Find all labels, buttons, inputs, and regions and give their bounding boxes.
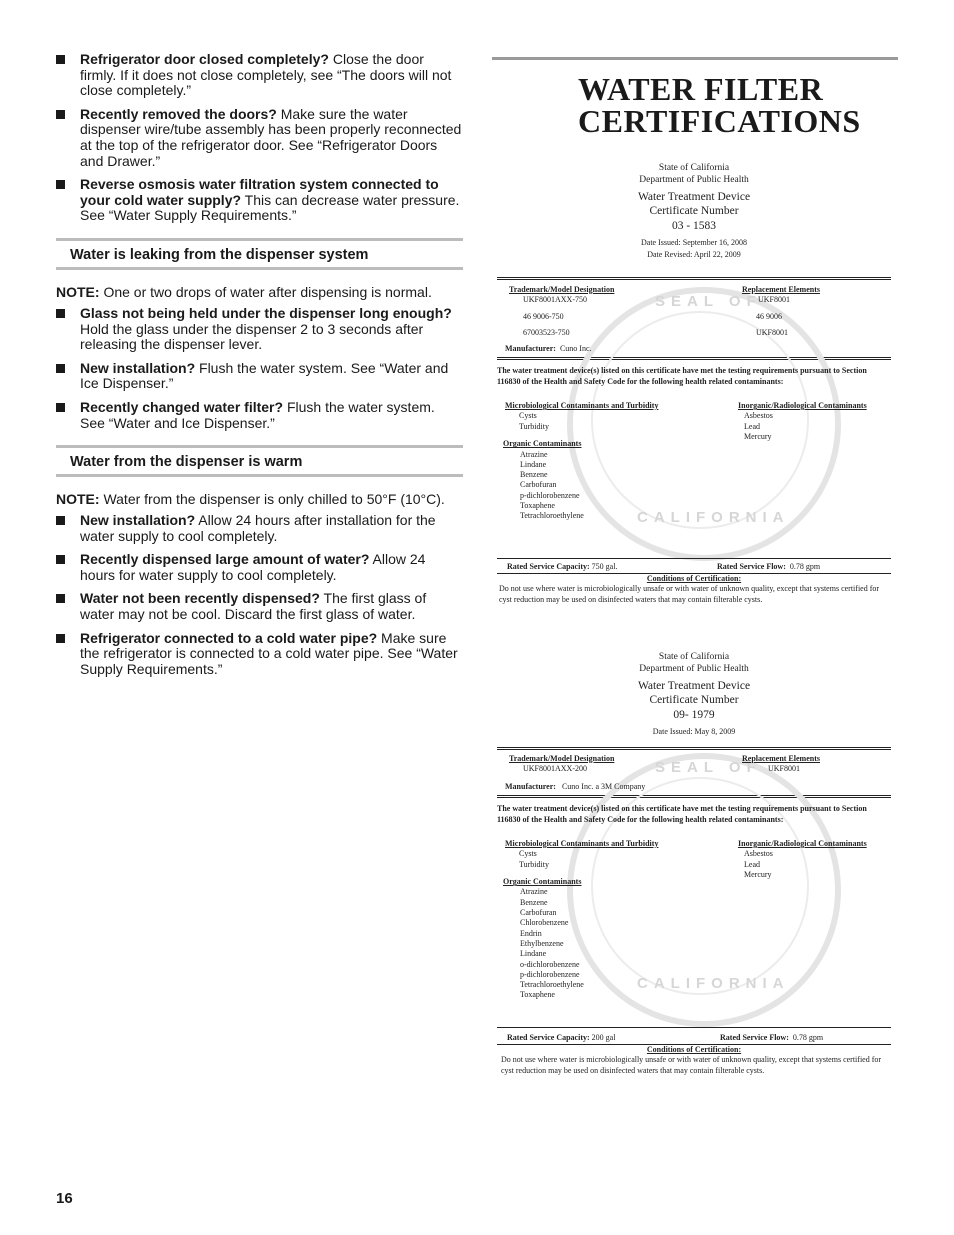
note-leaking: NOTE: One or two drops of water after dispensing is normal. [56,283,432,300]
table-row: 46 9006-750 46 9006 [523,311,782,321]
section-heading-warm: Water from the dispenser is warm [56,445,463,477]
organic-contaminants: Organic Contaminants Atrazine Benzene Carbofuran Chlorobenzene Endrin Ethylbenzene Lindane o-dichlorobenzene p-dichlorobenzene Tetrachloroethylene Toxaphene [497,877,891,1001]
seal-watermark-text: SEAL OF [655,293,762,310]
list-item: Lead [744,421,760,431]
list-item: Benzene [520,897,548,907]
page-number: 16 [56,1190,73,1207]
service-ratings: Rated Service Capacity: 750 gal. Rated Service Flow: 0.78 gpm [507,561,821,571]
list-item: Atrazine [520,449,548,459]
list-item: Atrazine [520,887,548,897]
list-item: p-dichlorobenzene [520,969,580,979]
contaminants-table: Microbiological Contaminants and Turbidity Cysts Turbidity Inorganic/Radiological Contaminants Asbestos Lead Mercury [497,401,891,442]
model-table: Trademark/Model Designation Replacement Elements UKF8001AXX-200 UKF8001 Manufacturer: Cuno Inc. a 3M Company [497,750,891,796]
page-title: WATER FILTER CERTIFICATIONS [578,71,861,139]
certificate-number: 09- 1979 [673,709,715,721]
list-item: Endrin [520,928,542,938]
list-item: Lindane [520,949,547,959]
bullet-list-leaking [56,306,463,431]
bullet-icon [56,309,65,318]
contaminants-table: Microbiological Contaminants and Turbidity Cysts Turbidity Inorganic/Radiological Contaminants Asbestos Lead Mercury [497,839,891,880]
bullet-icon [56,634,65,643]
list-item: Chlorobenzene [520,918,569,928]
service-ratings: Rated Service Capacity: 200 gal Rated Service Flow: 0.78 gpm [507,1032,824,1042]
list-item: Carbofuran [520,480,557,490]
certificate-1 [497,163,891,605]
list-item: New installation? Allow 24 hours after installation for the water supply to cool completely. [56,513,463,544]
note-warm: NOTE: Water from the dispenser is only chilled to 50°F (10°C). [56,491,445,508]
top-rule [492,57,898,60]
list-item: Mercury [744,869,772,879]
certificate-number: 03 - 1583 [671,220,717,232]
list-item: Refrigerator door closed completely? Close the door firmly. If it does not close completely, see “The doors will not close completely.” [56,52,463,99]
list-item: Cysts [519,411,537,421]
list-item: Tetrachloroethylene [520,980,584,990]
table-row: 67003523-750 UKF8001 [523,327,789,337]
certificate-header: State of California Department of Public Health Water Treatment Device Certificate Number 03 - 1583 Date Issued: September 16, 2008 Date Revised: April 22, 2009 [497,163,891,260]
bullet-list-top [56,52,463,224]
list-item: Toxaphene [520,501,555,511]
list-item: Toxaphene [520,990,555,1000]
list-item: o-dichlorobenzene [520,959,580,969]
list-item: Turbidity [519,421,549,431]
list-item: Asbestos [744,411,773,421]
seal-watermark-text: CALIFORNIA [637,974,790,992]
bullet-icon [56,180,65,189]
list-item: Ethylbenzene [520,938,564,948]
list-item: Cysts [519,849,537,859]
organic-contaminants: Organic Contaminants Atrazine Lindane Benzene Carbofuran p-dichlorobenzene Toxaphene Tetrachloroethylene [497,439,891,521]
bullet-icon [56,594,65,603]
certification-statement: The water treatment device(s) listed on this certificate have met the testing requirements pursuant to Section 116830 of the Health and Safety Code for the following health related contaminants: [497,366,867,386]
list-item: Recently changed water filter? Flush the water system. See “Water and Ice Dispenser.” [56,400,463,431]
list-item: Mercury [744,431,772,441]
certificate-body: SEAL OF CALIFORNIA Trademark/Model Designation Replacement Elements UKF8001AXX-750 UKF8001 46 9006-750 46 9006 67003523-750 UKF8001 Manufacturer: Cuno Inc. The water treatment device(s) listed on this certificate have met the testing requirements pursuant to Section 116830 of the Health and Safety Code for the following health related contaminants: Microbiological Contaminants and Turbidity Cysts Turbidity Inorganic/Radiological Contaminants Asbestos Lead Mercury Organic Contaminants Atrazine Lindane Benzene Carbofuran p-dichlorobenzene Toxaphene Tetrachloroethylene Rated Service Capacity: 750 gal. Rated Service Flow: 0.78 gpm Conditions of Certification: Do not use where water is microbiologically unsafe or with water of unknown quality, except that systems certified for cyst reduction may be used on disinfected waters that may contain filterable cysts. [497,277,891,605]
bullet-icon [56,55,65,64]
bullet-icon [56,110,65,119]
list-item: Tetrachloroethylene [520,511,584,521]
table-row: UKF8001AXX-200 UKF8001 [523,763,801,773]
certificate-header: State of California Department of Public Health Water Treatment Device Certificate Number 09- 1979 Date Issued: May 8, 2009 [497,652,891,738]
left-column [56,52,463,685]
list-item: Lindane [520,459,547,469]
list-item: New installation? Flush the water system. See “Water and Ice Dispenser.” [56,361,463,392]
list-item: Reverse osmosis water filtration system connected to your cold water supply? This can decrease water pressure. See “Water Supply Requirements.” [56,177,463,224]
bullet-icon [56,516,65,525]
certificate-body: SEAL OF CALIFORNIA Trademark/Model Designation Replacement Elements UKF8001AXX-200 UKF8001 Manufacturer: Cuno Inc. a 3M Company The water treatment device(s) listed on this certificate have met the testing requirements pursuant to Section 116830 of the Health and Safety Code for the following health related contaminants: Microbiological Contaminants and Turbidity Cysts Turbidity Inorganic/Radiological Contaminants Asbestos Lead Mercury Organic Contaminants Atrazine Benzene Carbofuran Chlorobenzene Endrin Ethylbenzene Lindane o-dichlorobenzene p-dichlorobenzene Tetrachloroethylene Toxaphene Rated Service Capacity: 200 gal Rated Service Flow: 0.78 gpm Conditions of Certification: Do not use where water is microbiologically unsafe or with water of unknown quality, except that systems certified for cyst reduction may be used on disinfected waters that may contain filterable cysts. [497,747,891,1076]
certification-statement: The water treatment device(s) listed on this certificate have met the testing requirements pursuant to Section 116830 of the Health and Safety Code for the following health related contaminants: [497,804,867,824]
list-item: Asbestos [744,849,773,859]
list-item: Benzene [520,470,548,480]
conditions-text: Do not use where water is microbiologically unsafe or with water of unknown quality, except that systems certified for cyst reduction may be used on disinfected waters that may contain filterable cysts. [501,1055,882,1075]
section-heading-leaking: Water is leaking from the dispenser system [56,238,463,270]
list-item: p-dichlorobenzene [520,490,580,500]
certificate-2 [497,652,891,1076]
list-item: Recently dispensed large amount of water? Allow 24 hours for water supply to cool completely. [56,552,463,583]
seal-watermark-text: SEAL OF [655,758,762,776]
bullet-list-warm [56,513,463,677]
list-item: Carbofuran [520,908,557,918]
list-item: Turbidity [519,859,549,869]
bullet-icon [56,555,65,564]
list-item: Recently removed the doors? Make sure the water dispenser wire/tube assembly has been properly reconnected at the top of the refrigerator door. See “Refrigerator Doors and Drawer.” [56,107,463,169]
list-item: Water not been recently dispensed? The first glass of water may not be cool. Discard the first glass of water. [56,591,463,622]
list-item: Glass not being held under the dispenser long enough? Hold the glass under the dispenser 2 to 3 seconds after releasing the dispenser lever. [56,306,463,353]
bullet-icon [56,364,65,373]
seal-watermark-text: CALIFORNIA [637,509,790,526]
list-item: Refrigerator connected to a cold water pipe? Make sure the refrigerator is connected to a cold water pipe. See “Water Supply Requirements.” [56,631,463,678]
table-row: UKF8001AXX-750 UKF8001 [523,295,791,305]
bullet-icon [56,403,65,412]
list-item: Lead [744,859,760,869]
model-table: Trademark/Model Designation Replacement Elements UKF8001AXX-750 UKF8001 46 9006-750 46 9006 67003523-750 UKF8001 Manufacturer: Cuno Inc. [497,280,891,357]
conditions-text: Do not use where water is microbiologically unsafe or with water of unknown quality, except that systems certified for cyst reduction may be used on disinfected waters that may contain filterable cysts. [499,584,880,604]
